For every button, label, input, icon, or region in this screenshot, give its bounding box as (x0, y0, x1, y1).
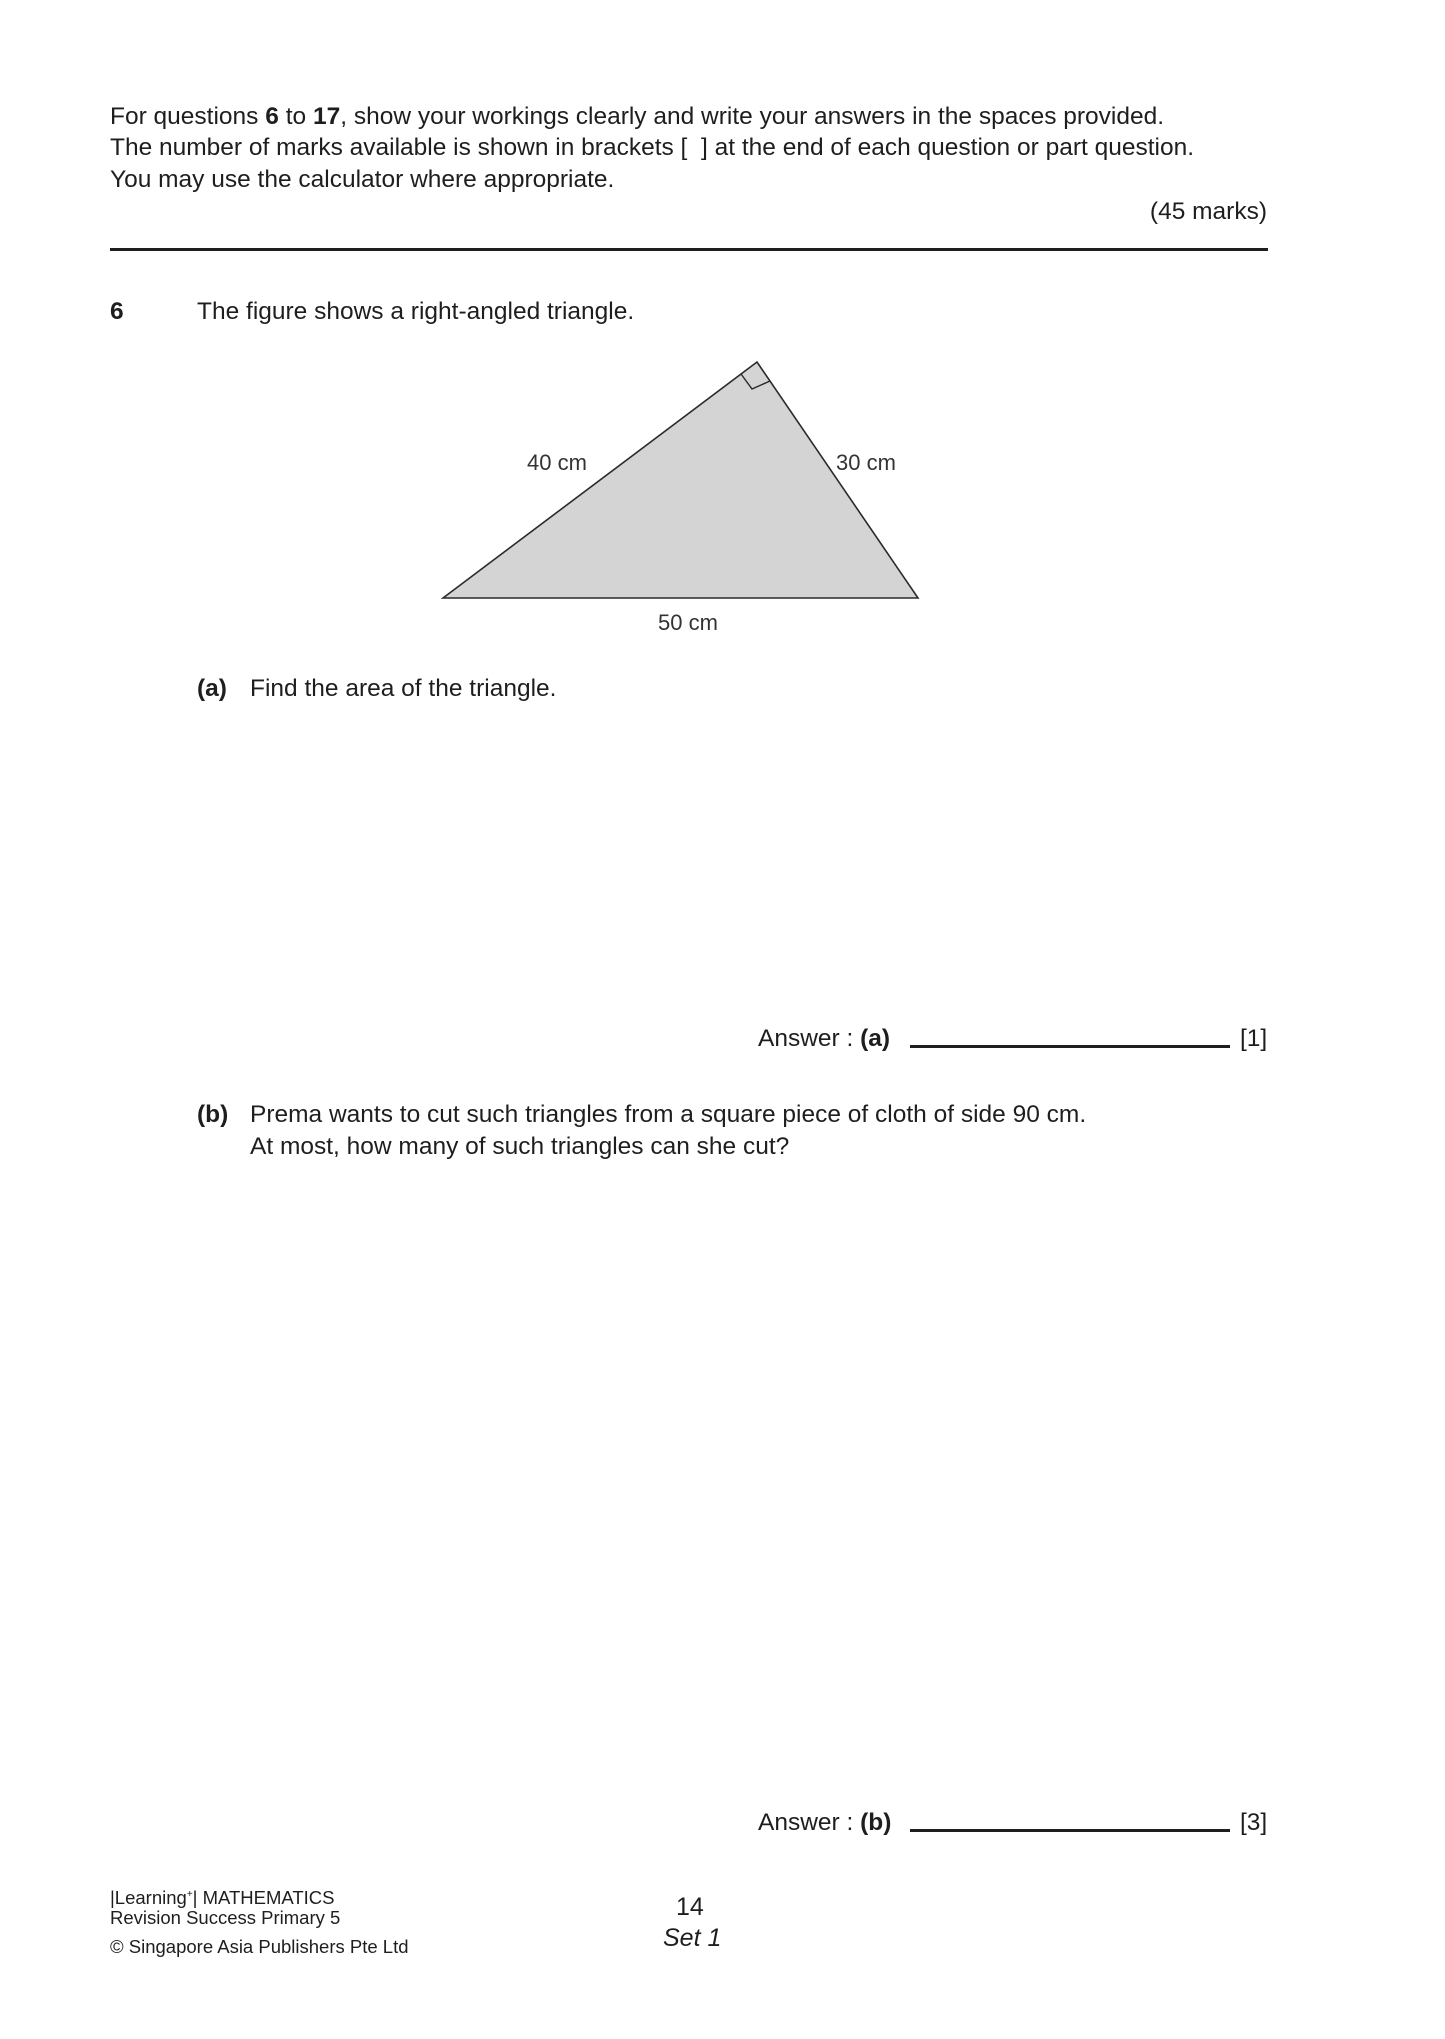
answer-a-input-line[interactable] (910, 1045, 1230, 1048)
question-range-start: 6 (265, 103, 279, 130)
question-stem: The figure shows a right-angled triangle. (197, 298, 635, 325)
part-b-text-line-2: At most, how many of such triangles can she cut? (250, 1133, 790, 1160)
part-b-label: (b) (197, 1101, 229, 1128)
answer-prefix: Answer : (758, 1025, 861, 1052)
instructions-line-2: The number of marks available is shown in brackets [ ] at the end of each question or part question. (110, 134, 1195, 161)
label-base: 50 cm (658, 610, 718, 635)
brand-text: | MATHEMATICS (192, 1887, 335, 1909)
label-left-side: 40 cm (527, 450, 587, 475)
instructions-text: For questions (110, 103, 266, 130)
footer-book-title: Revision Success Primary 5 (110, 1907, 341, 1928)
instructions-text: to (278, 103, 313, 130)
page-number: 14 (676, 1893, 704, 1921)
part-b-marks: [3] (1240, 1809, 1268, 1836)
right-angled-triangle (443, 362, 918, 598)
question-range-end: 17 (312, 103, 341, 130)
answer-b-label (758, 1807, 891, 1839)
label-right-side: 30 cm (836, 450, 896, 475)
brand-text: |Learning (110, 1887, 187, 1909)
instructions-text: , show your workings clearly and write your answers in the spaces provided. (340, 103, 1165, 130)
answer-part-label: (a) (860, 1025, 891, 1052)
part-a-marks: [1] (1240, 1025, 1268, 1052)
instructions-line-3: You may use the calculator where appropriate. (110, 166, 615, 193)
answer-b-input-line[interactable] (910, 1829, 1230, 1832)
footer-copyright: © Singapore Asia Publishers Pte Ltd (110, 1936, 409, 1957)
answer-a-label (758, 1023, 890, 1055)
answer-part-label: (b) (860, 1809, 892, 1836)
brand-superscript: + (186, 1889, 193, 1900)
total-marks: (45 marks) (1149, 198, 1267, 225)
answer-prefix: Answer : (758, 1809, 861, 1836)
part-b-text-line-1: Prema wants to cut such triangles from a square piece of cloth of side 90 cm. (250, 1101, 1087, 1128)
set-label: Set 1 (663, 1924, 722, 1952)
question-number: 6 (110, 298, 124, 325)
triangle-figure (0, 0, 1445, 700)
part-a-label: (a) (197, 675, 227, 702)
part-a-text: Find the area of the triangle. (250, 675, 557, 702)
